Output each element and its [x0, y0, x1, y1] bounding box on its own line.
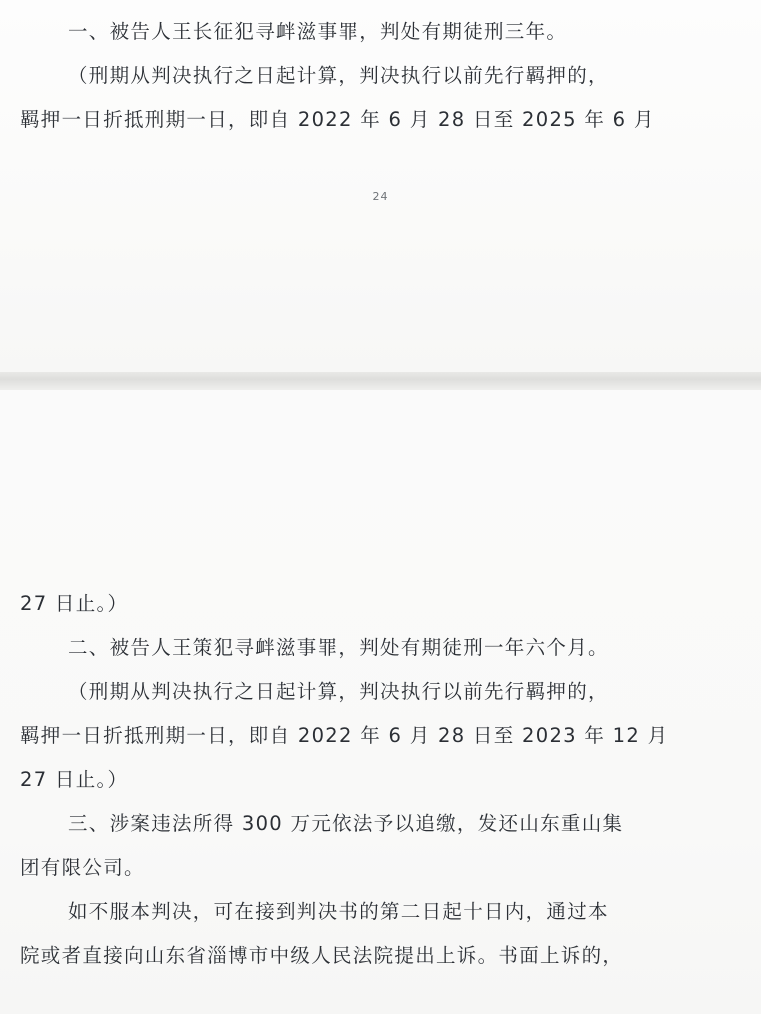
paragraph-line: 三、涉案违法所得 300 万元依法予以追缴，发还山东重山集: [68, 812, 624, 835]
page-top-blank-space: [0, 142, 761, 282]
top-margin-spacer: [0, 0, 761, 10]
document-page-bottom: [0, 390, 761, 1014]
paragraph-line: 如不服本判决，可在接到判决书的第二日起十日内，通过本: [68, 900, 609, 923]
paragraph-line: 院或者直接向山东省淄博市中级人民法院提出上诉。书面上诉的，: [20, 944, 624, 967]
paragraph-line: 27 日止。）: [20, 768, 129, 791]
bottom-fade: [0, 998, 761, 1014]
paragraph-line: 一、被告人王长征犯寻衅滋事罪，判处有期徒刑三年。: [68, 20, 568, 43]
paragraph-line: 羁押一日折抵刑期一日，即自 2022 年 6 月 28 日至 2025 年 6 月: [20, 108, 655, 131]
paragraph-line: （刑期从判决执行之日起计算，判决执行以前先行羁押的，: [68, 64, 609, 87]
page-number: 24: [372, 190, 389, 203]
paragraph-line: （刑期从判决执行之日起计算，判决执行以前先行羁押的，: [68, 680, 609, 703]
page-bottom-top-blank: [0, 390, 761, 582]
paragraph-line: 羁押一日折抵刑期一日，即自 2022 年 6 月 28 日至 2023 年 12 月: [20, 724, 669, 747]
document-page-top: [0, 0, 761, 372]
paragraph-line: 团有限公司。: [20, 856, 145, 879]
page-top-body: [0, 10, 761, 142]
paragraph-line: 27 日止。）: [20, 592, 129, 615]
paragraph-line: 二、被告人王策犯寻衅滋事罪，判处有期徒刑一年六个月。: [68, 636, 609, 659]
page-bottom-body: [0, 582, 761, 978]
